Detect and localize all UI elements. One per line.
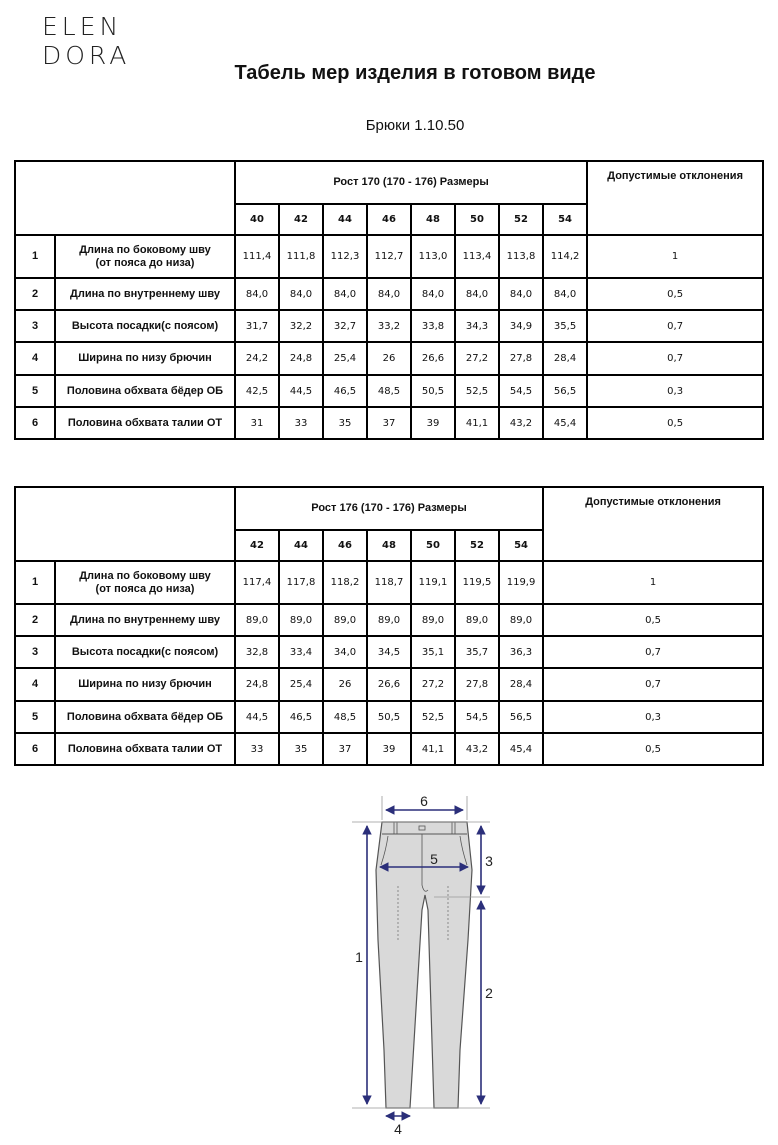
table-row: [15, 604, 763, 636]
measurement-value: 89,0: [279, 604, 323, 636]
measurement-value: 33,8: [411, 310, 455, 342]
row-number: 5: [15, 375, 55, 407]
size-header-cell: 44: [323, 204, 367, 235]
size-header-cell: 44: [279, 530, 323, 561]
brand-logo-line1: ELEN: [42, 12, 123, 41]
measurement-value: 41,1: [411, 733, 455, 765]
table-heading: Рост 176 (170 - 176) Размеры: [235, 487, 543, 530]
deviation-value: 0,3: [543, 701, 763, 733]
size-header-cell: 54: [499, 530, 543, 561]
measurement-value: 24,8: [235, 668, 279, 701]
deviation-value: 0,7: [543, 636, 763, 668]
measurement-value: 112,7: [367, 235, 411, 278]
size-header-cell: 42: [279, 204, 323, 235]
measurement-value: 34,9: [499, 310, 543, 342]
measure-1-label: 1: [355, 949, 363, 965]
measurement-value: 52,5: [455, 375, 499, 407]
measurement-value: 54,5: [455, 701, 499, 733]
deviation-value: 0,3: [587, 375, 763, 407]
measurement-name: Половина обхвата талии ОТ: [55, 733, 235, 765]
measurement-value: 111,8: [279, 235, 323, 278]
measurement-value: 39: [367, 733, 411, 765]
measurement-value: 112,3: [323, 235, 367, 278]
measurement-value: 113,4: [455, 235, 499, 278]
measurement-value: 26: [367, 342, 411, 375]
measurement-value: 52,5: [411, 701, 455, 733]
measurement-value: 89,0: [411, 604, 455, 636]
measurement-value: 34,5: [367, 636, 411, 668]
measurement-value: 34,3: [455, 310, 499, 342]
table-row: [15, 278, 763, 310]
deviation-value: 0,5: [587, 407, 763, 439]
row-number: 4: [15, 668, 55, 701]
measurement-value: 113,8: [499, 235, 543, 278]
measurement-value: 43,2: [455, 733, 499, 765]
measurement-value: 119,9: [499, 561, 543, 604]
measurement-value: 26: [323, 668, 367, 701]
table-row: [15, 733, 763, 765]
measurement-name: Половина обхвата бёдер ОБ: [55, 375, 235, 407]
size-header-cell: 42: [235, 530, 279, 561]
brand-logo-line2: DORA: [42, 41, 131, 70]
page-subtitle: Брюки 1.10.50: [365, 117, 465, 134]
measurement-value: 27,2: [455, 342, 499, 375]
row-number: 6: [15, 407, 55, 439]
measurement-name: Длина по боковому шву (от пояса до низа): [55, 235, 235, 278]
measure-2-label: 2: [485, 985, 493, 1001]
measurement-value: 26,6: [411, 342, 455, 375]
measurement-value: 56,5: [543, 375, 587, 407]
measurement-value: 44,5: [279, 375, 323, 407]
measurement-value: 117,8: [279, 561, 323, 604]
measurement-value: 89,0: [235, 604, 279, 636]
measurement-value: 84,0: [323, 278, 367, 310]
measurement-value: 89,0: [367, 604, 411, 636]
measurement-value: 32,7: [323, 310, 367, 342]
measurement-value: 119,1: [411, 561, 455, 604]
deviation-value: 1: [543, 561, 763, 604]
measurement-value: 24,2: [235, 342, 279, 375]
table-row: [15, 375, 763, 407]
measurement-value: 43,2: [499, 407, 543, 439]
measure-5-label: 5: [430, 851, 438, 867]
table-row: [15, 407, 763, 439]
measurement-value: 45,4: [499, 733, 543, 765]
measure-6-label: 6: [420, 793, 428, 809]
measurement-value: 27,2: [411, 668, 455, 701]
measurement-value: 41,1: [455, 407, 499, 439]
measurement-value: 56,5: [499, 701, 543, 733]
measurement-value: 48,5: [367, 375, 411, 407]
measurement-name: Длина по боковому шву (от пояса до низа): [55, 561, 235, 604]
measurement-value: 84,0: [367, 278, 411, 310]
table-corner-cell: [15, 487, 235, 561]
page-title: Табель мер изделия в готовом виде: [234, 62, 596, 84]
measurements-table-176: [14, 486, 764, 766]
table-row: [15, 561, 763, 604]
trousers-shape: [376, 822, 472, 1108]
measurement-value: 84,0: [543, 278, 587, 310]
size-header-cell: 52: [499, 204, 543, 235]
measurement-value: 113,0: [411, 235, 455, 278]
row-number: 3: [15, 310, 55, 342]
measurement-value: 48,5: [323, 701, 367, 733]
measurement-value: 50,5: [367, 701, 411, 733]
measurement-value: 25,4: [279, 668, 323, 701]
deviation-value: 0,7: [543, 668, 763, 701]
measurements-table-170: [14, 160, 764, 440]
table-row: [15, 668, 763, 701]
measurement-value: 118,7: [367, 561, 411, 604]
measurement-value: 26,6: [367, 668, 411, 701]
size-header-cell: 54: [543, 204, 587, 235]
measurement-value: 32,2: [279, 310, 323, 342]
measurement-name: Ширина по низу брючин: [55, 668, 235, 701]
measurement-value: 44,5: [235, 701, 279, 733]
measurement-value: 45,4: [543, 407, 587, 439]
deviation-heading: Допустимые отклонения: [587, 161, 763, 235]
measurement-value: 35: [323, 407, 367, 439]
measurement-value: 25,4: [323, 342, 367, 375]
size-header-cell: 48: [411, 204, 455, 235]
measurement-value: 89,0: [323, 604, 367, 636]
measurement-name: Половина обхвата бёдер ОБ: [55, 701, 235, 733]
measurement-value: 35,7: [455, 636, 499, 668]
deviation-value: 0,5: [543, 604, 763, 636]
table-row: [15, 235, 763, 278]
table-row: [15, 636, 763, 668]
measurement-value: 33,4: [279, 636, 323, 668]
row-number: 1: [15, 235, 55, 278]
measurement-value: 24,8: [279, 342, 323, 375]
measurement-name: Высота посадки(с поясом): [55, 310, 235, 342]
measurement-name: Ширина по низу брючин: [55, 342, 235, 375]
measurement-value: 28,4: [543, 342, 587, 375]
measurement-name: Высота посадки(с поясом): [55, 636, 235, 668]
measure-3-label: 3: [485, 853, 493, 869]
measurement-value: 33: [279, 407, 323, 439]
row-number: 1: [15, 561, 55, 604]
table-row: [15, 310, 763, 342]
measurement-value: 31,7: [235, 310, 279, 342]
table-heading: Рост 170 (170 - 176) Размеры: [235, 161, 587, 204]
measurement-value: 31: [235, 407, 279, 439]
size-header-cell: 46: [323, 530, 367, 561]
measurement-value: 84,0: [235, 278, 279, 310]
measurement-value: 118,2: [323, 561, 367, 604]
measurement-value: 27,8: [455, 668, 499, 701]
measurement-name: Длина по внутреннему шву: [55, 604, 235, 636]
row-number: 6: [15, 733, 55, 765]
deviation-value: 0,7: [587, 310, 763, 342]
size-header-cell: 40: [235, 204, 279, 235]
row-number: 4: [15, 342, 55, 375]
measurement-value: 35,5: [543, 310, 587, 342]
measurement-value: 50,5: [411, 375, 455, 407]
row-number: 2: [15, 604, 55, 636]
deviation-value: 0,7: [587, 342, 763, 375]
measurement-value: 117,4: [235, 561, 279, 604]
measurement-value: 35,1: [411, 636, 455, 668]
measurement-value: 119,5: [455, 561, 499, 604]
measurement-value: 37: [323, 733, 367, 765]
measurement-value: 54,5: [499, 375, 543, 407]
measurement-name: Длина по внутреннему шву: [55, 278, 235, 310]
row-number: 5: [15, 701, 55, 733]
measurement-value: 84,0: [411, 278, 455, 310]
measurement-value: 39: [411, 407, 455, 439]
measurement-value: 46,5: [279, 701, 323, 733]
measurement-value: 28,4: [499, 668, 543, 701]
measurement-value: 42,5: [235, 375, 279, 407]
table-corner-cell: [15, 161, 235, 235]
size-header-cell: 46: [367, 204, 411, 235]
measurement-value: 36,3: [499, 636, 543, 668]
deviation-value: 0,5: [543, 733, 763, 765]
measurement-value: 114,2: [543, 235, 587, 278]
measurement-value: 89,0: [455, 604, 499, 636]
measurement-value: 89,0: [499, 604, 543, 636]
measurement-value: 27,8: [499, 342, 543, 375]
size-header-cell: 52: [455, 530, 499, 561]
measurement-value: 33,2: [367, 310, 411, 342]
measurement-value: 84,0: [499, 278, 543, 310]
table-row: [15, 342, 763, 375]
measurement-value: 84,0: [279, 278, 323, 310]
row-number: 2: [15, 278, 55, 310]
trousers-diagram: [340, 790, 510, 1140]
deviation-heading: Допустимые отклонения: [543, 487, 763, 561]
measurement-value: 32,8: [235, 636, 279, 668]
table-row: [15, 701, 763, 733]
row-number: 3: [15, 636, 55, 668]
measurement-value: 111,4: [235, 235, 279, 278]
deviation-value: 1: [587, 235, 763, 278]
measurement-value: 84,0: [455, 278, 499, 310]
measurement-value: 34,0: [323, 636, 367, 668]
measurement-value: 35: [279, 733, 323, 765]
measurement-value: 33: [235, 733, 279, 765]
measurement-value: 46,5: [323, 375, 367, 407]
measure-4-label: 4: [394, 1121, 402, 1137]
measurement-name: Половина обхвата талии ОТ: [55, 407, 235, 439]
size-header-cell: 48: [367, 530, 411, 561]
size-header-cell: 50: [411, 530, 455, 561]
size-header-cell: 50: [455, 204, 499, 235]
measurement-value: 37: [367, 407, 411, 439]
deviation-value: 0,5: [587, 278, 763, 310]
